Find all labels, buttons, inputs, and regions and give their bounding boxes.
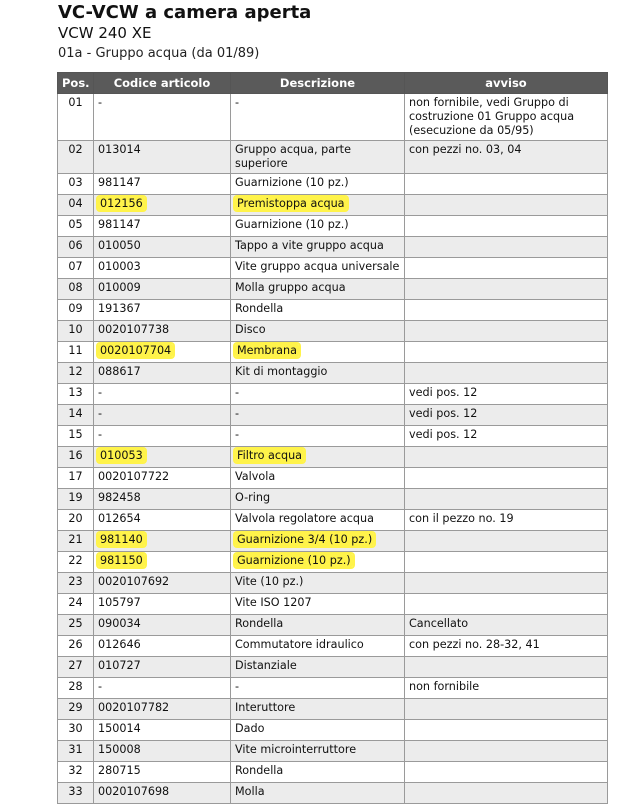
description-cell: O-ring	[231, 489, 405, 510]
code-cell: 0020107698	[94, 783, 231, 804]
code-cell: 280715	[94, 762, 231, 783]
description-cell: Guarnizione (10 pz.)	[231, 216, 405, 237]
pos-cell: 23	[58, 573, 94, 594]
highlighted-text: Guarnizione (10 pz.)	[237, 554, 351, 567]
pos-cell: 21	[58, 531, 94, 552]
pos-cell: 31	[58, 741, 94, 762]
description-cell: Guarnizione (10 pz.)	[231, 174, 405, 195]
notice-cell	[405, 174, 608, 195]
description-cell: Rondella	[231, 762, 405, 783]
code-cell: 981147	[94, 216, 231, 237]
code-cell: 010050	[94, 237, 231, 258]
highlighted-text: 0020107704	[100, 344, 172, 357]
document-title: VC-VCW a camera aperta	[58, 2, 312, 23]
description-cell: -	[231, 405, 405, 426]
description-cell	[231, 195, 405, 216]
notice-cell	[405, 237, 608, 258]
pos-cell: 04	[58, 195, 94, 216]
code-cell: -	[94, 405, 231, 426]
description-cell: Dado	[231, 720, 405, 741]
description-cell	[231, 447, 405, 468]
table-row	[58, 699, 608, 720]
table-row	[58, 258, 608, 279]
description-cell: Interuttore	[231, 699, 405, 720]
notice-cell	[405, 216, 608, 237]
description-cell: Molla	[231, 783, 405, 804]
code-cell: 105797	[94, 594, 231, 615]
code-cell: 150014	[94, 720, 231, 741]
notice-cell	[405, 552, 608, 573]
notice-cell	[405, 258, 608, 279]
description-cell: -	[231, 384, 405, 405]
notice-cell: non fornibile, vedi Gruppo di costruzione 01 Gruppo acqua (esecuzione da 05/95)	[405, 94, 608, 141]
column-header-description: Descrizione	[231, 73, 405, 94]
table-row	[58, 762, 608, 783]
column-header-code: Codice articolo	[94, 73, 231, 94]
pos-cell: 33	[58, 783, 94, 804]
code-cell: -	[94, 678, 231, 699]
notice-cell	[405, 783, 608, 804]
table-row	[58, 615, 608, 636]
pos-cell: 13	[58, 384, 94, 405]
table-row	[58, 237, 608, 258]
description-cell: Commutatore idraulico	[231, 636, 405, 657]
table-row	[58, 279, 608, 300]
column-header-notice: avviso	[405, 73, 608, 94]
table-row	[58, 174, 608, 195]
table-row	[58, 489, 608, 510]
table-row	[58, 94, 608, 141]
highlighted-text: Premistoppa acqua	[237, 197, 345, 210]
table-header-row	[58, 73, 608, 94]
table-row	[58, 363, 608, 384]
pos-cell: 27	[58, 657, 94, 678]
description-cell: Vite microinterruttore	[231, 741, 405, 762]
table-row	[58, 783, 608, 804]
notice-cell	[405, 762, 608, 783]
notice-cell	[405, 363, 608, 384]
column-header-pos: Pos.	[58, 73, 94, 94]
code-cell: 010009	[94, 279, 231, 300]
code-cell	[94, 447, 231, 468]
table-row	[58, 657, 608, 678]
notice-cell	[405, 573, 608, 594]
table-row	[58, 636, 608, 657]
group-name: 01a - Gruppo acqua (da 01/89)	[58, 46, 260, 61]
description-cell: -	[231, 678, 405, 699]
notice-cell	[405, 699, 608, 720]
model-name: VCW 240 XE	[58, 24, 152, 42]
code-cell: 010003	[94, 258, 231, 279]
code-cell	[94, 552, 231, 573]
code-cell	[94, 342, 231, 363]
description-cell: Gruppo acqua, parte superiore	[231, 141, 405, 174]
table-row	[58, 552, 608, 573]
description-cell: -	[231, 94, 405, 141]
table-row	[58, 573, 608, 594]
description-cell: Vite (10 pz.)	[231, 573, 405, 594]
table-row	[58, 447, 608, 468]
description-cell: Tappo a vite gruppo acqua	[231, 237, 405, 258]
notice-cell: con pezzi no. 28-32, 41	[405, 636, 608, 657]
description-cell: Distanziale	[231, 657, 405, 678]
table-row	[58, 468, 608, 489]
description-cell: Rondella	[231, 300, 405, 321]
pos-cell: 09	[58, 300, 94, 321]
notice-cell	[405, 342, 608, 363]
pos-cell: 16	[58, 447, 94, 468]
pos-cell: 06	[58, 237, 94, 258]
pos-cell: 19	[58, 489, 94, 510]
table-row	[58, 678, 608, 699]
notice-cell	[405, 468, 608, 489]
pos-cell: 22	[58, 552, 94, 573]
pos-cell: 15	[58, 426, 94, 447]
pos-cell: 05	[58, 216, 94, 237]
description-cell: Valvola regolatore acqua	[231, 510, 405, 531]
description-cell: Vite gruppo acqua universale	[231, 258, 405, 279]
table-row	[58, 216, 608, 237]
notice-cell	[405, 594, 608, 615]
notice-cell: non fornibile	[405, 678, 608, 699]
pos-cell: 29	[58, 699, 94, 720]
table-row	[58, 405, 608, 426]
highlighted-text: Membrana	[237, 344, 297, 357]
code-cell: 010727	[94, 657, 231, 678]
code-cell: 0020107782	[94, 699, 231, 720]
highlighted-text: Filtro acqua	[237, 449, 303, 462]
pos-cell: 07	[58, 258, 94, 279]
table-row	[58, 195, 608, 216]
notice-cell: vedi pos. 12	[405, 384, 608, 405]
table-body	[58, 94, 608, 804]
notice-cell	[405, 741, 608, 762]
description-cell: -	[231, 426, 405, 447]
highlighted-text: Guarnizione 3/4 (10 pz.)	[237, 533, 373, 546]
pos-cell: 03	[58, 174, 94, 195]
table-row	[58, 342, 608, 363]
notice-cell	[405, 720, 608, 741]
description-cell: Rondella	[231, 615, 405, 636]
parts-table	[57, 72, 608, 804]
table-row	[58, 510, 608, 531]
notice-cell: con il pezzo no. 19	[405, 510, 608, 531]
code-cell: 012646	[94, 636, 231, 657]
table-row	[58, 594, 608, 615]
table-row	[58, 741, 608, 762]
table-row	[58, 141, 608, 174]
code-cell: -	[94, 94, 231, 141]
notice-cell	[405, 321, 608, 342]
notice-cell	[405, 657, 608, 678]
code-cell: 013014	[94, 141, 231, 174]
highlighted-text: 010053	[100, 449, 143, 462]
code-cell: 012654	[94, 510, 231, 531]
table-row	[58, 321, 608, 342]
pos-cell: 12	[58, 363, 94, 384]
notice-cell	[405, 447, 608, 468]
description-cell	[231, 552, 405, 573]
pos-cell: 14	[58, 405, 94, 426]
highlighted-text: 012156	[100, 197, 143, 210]
pos-cell: 30	[58, 720, 94, 741]
pos-cell: 25	[58, 615, 94, 636]
highlighted-text: 981140	[100, 533, 143, 546]
notice-cell: con pezzi no. 03, 04	[405, 141, 608, 174]
description-cell: Vite ISO 1207	[231, 594, 405, 615]
code-cell: 0020107722	[94, 468, 231, 489]
pos-cell: 10	[58, 321, 94, 342]
code-cell: -	[94, 426, 231, 447]
pos-cell: 20	[58, 510, 94, 531]
notice-cell	[405, 300, 608, 321]
pos-cell: 02	[58, 141, 94, 174]
table-row	[58, 531, 608, 552]
code-cell: 0020107692	[94, 573, 231, 594]
pos-cell: 17	[58, 468, 94, 489]
pos-cell: 01	[58, 94, 94, 141]
code-cell: 0020107738	[94, 321, 231, 342]
notice-cell	[405, 279, 608, 300]
pos-cell: 26	[58, 636, 94, 657]
code-cell: 090034	[94, 615, 231, 636]
table-row	[58, 300, 608, 321]
code-cell: 981147	[94, 174, 231, 195]
table-row	[58, 426, 608, 447]
description-cell: Kit di montaggio	[231, 363, 405, 384]
description-cell: Disco	[231, 321, 405, 342]
description-cell	[231, 531, 405, 552]
pos-cell: 24	[58, 594, 94, 615]
notice-cell	[405, 195, 608, 216]
code-cell: 150008	[94, 741, 231, 762]
code-cell: -	[94, 384, 231, 405]
document-header	[58, 2, 311, 62]
code-cell	[94, 195, 231, 216]
table-row	[58, 720, 608, 741]
highlighted-text: 981150	[100, 554, 143, 567]
pos-cell: 28	[58, 678, 94, 699]
description-cell: Molla gruppo acqua	[231, 279, 405, 300]
code-cell	[94, 531, 231, 552]
pos-cell: 11	[58, 342, 94, 363]
notice-cell	[405, 531, 608, 552]
pos-cell: 08	[58, 279, 94, 300]
code-cell: 982458	[94, 489, 231, 510]
notice-cell: vedi pos. 12	[405, 426, 608, 447]
notice-cell	[405, 489, 608, 510]
table-row	[58, 384, 608, 405]
description-cell	[231, 342, 405, 363]
description-cell: Valvola	[231, 468, 405, 489]
code-cell: 088617	[94, 363, 231, 384]
notice-cell: vedi pos. 12	[405, 405, 608, 426]
code-cell: 191367	[94, 300, 231, 321]
pos-cell: 32	[58, 762, 94, 783]
notice-cell: Cancellato	[405, 615, 608, 636]
